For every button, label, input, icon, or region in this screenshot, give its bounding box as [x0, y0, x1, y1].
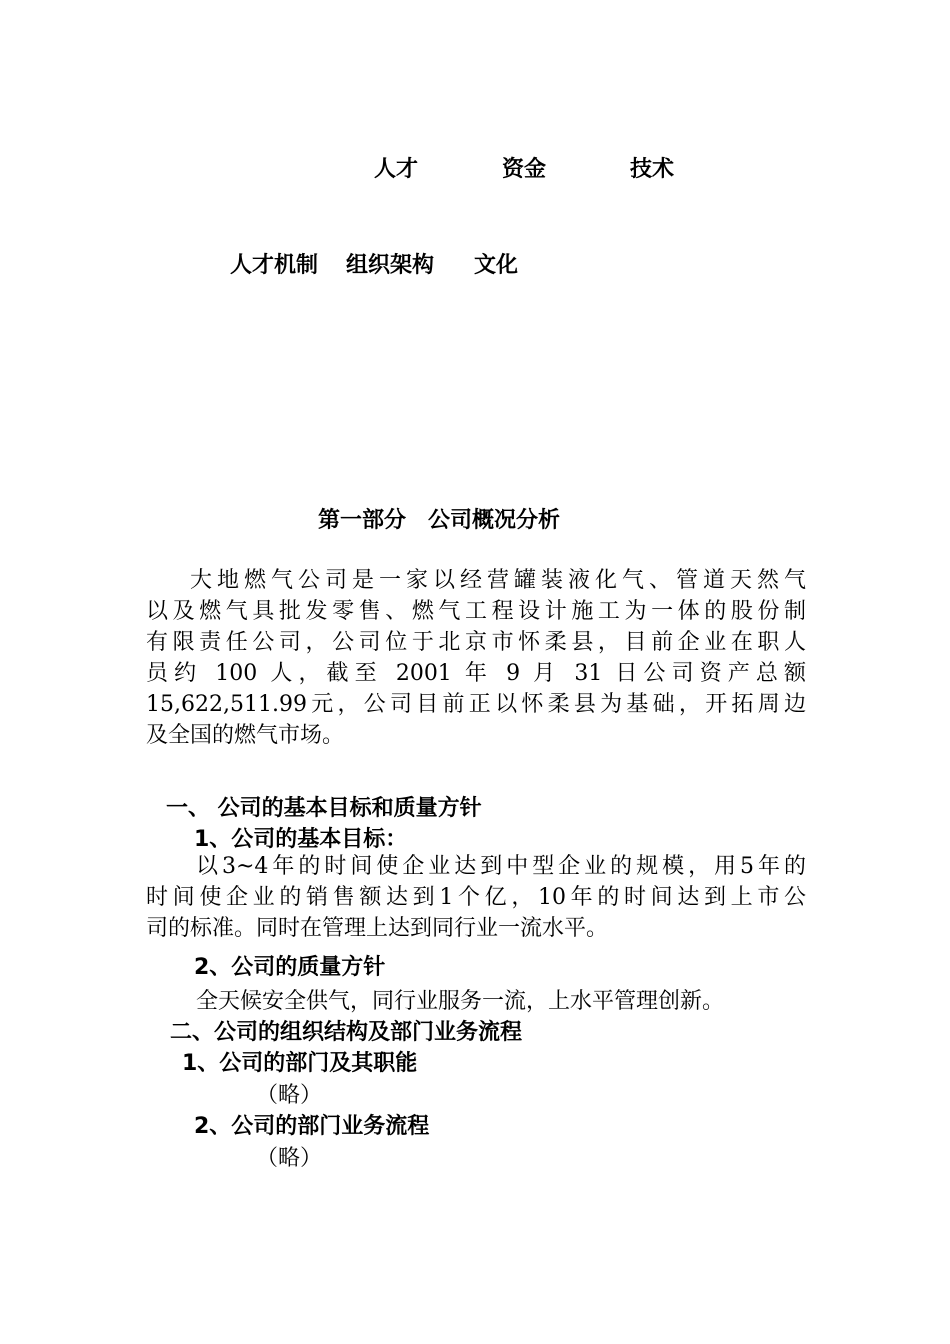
part2-heading: 二、公司的组织结构及部门业务流程: [170, 1020, 523, 1045]
part1-sub2-heading: 2、公司的质量方针: [194, 955, 386, 980]
intro-line: 以及燃气具批发零售、燃气工程设计施工为一体的股份制: [146, 599, 806, 624]
top-label-technology: 技术: [630, 157, 675, 182]
intro-paragraph: [146, 565, 806, 751]
part1-sub1-line: 司的标准。同时在管理上达到同行业一流水平。: [146, 916, 609, 941]
top-label-capital: 资金: [502, 157, 547, 182]
part1-heading: 一、 公司的基本目标和质量方针: [166, 796, 482, 821]
intro-line: 15,622,511.99元，公司目前正以怀柔县为基础，开拓周边: [146, 692, 806, 717]
section-title: 第一部分 公司概况分析: [318, 508, 561, 533]
part1-sub1-paragraph: [146, 851, 806, 944]
intro-line: 大地燃气公司是一家以经营罐装液化气、管道天然气: [190, 568, 806, 593]
part1-sub1-line: 以3~4年的时间使企业达到中型企业的规模，用5年的: [196, 854, 806, 879]
intro-line: 员约 100 人，截至 2001 年 9 月 31 日公司资产总额: [146, 661, 806, 686]
label-talent-mechanism: 人才机制: [230, 253, 319, 278]
part2-sub2-text: （略）: [256, 1146, 323, 1171]
part2-sub1-text: （略）: [256, 1083, 323, 1108]
label-org-structure: 组织架构: [346, 253, 435, 278]
intro-line: 及全国的燃气市场。: [146, 723, 345, 748]
label-culture: 文化: [474, 253, 519, 278]
part2-sub2-heading: 2、公司的部门业务流程: [194, 1114, 430, 1139]
intro-line: 有限责任公司，公司位于北京市怀柔县，目前企业在职人: [146, 630, 806, 655]
part2-sub1-heading: 1、公司的部门及其职能: [182, 1051, 418, 1076]
part1-sub1-line: 时间使企业的销售额达到1个亿，10年的时间达到上市公: [146, 885, 806, 910]
part1-sub1-heading: 1、公司的基本目标：: [194, 827, 408, 852]
part1-sub2-text: 全天候安全供气，同行业服务一流，上水平管理创新。: [196, 989, 725, 1014]
top-label-talent: 人才: [374, 157, 419, 182]
